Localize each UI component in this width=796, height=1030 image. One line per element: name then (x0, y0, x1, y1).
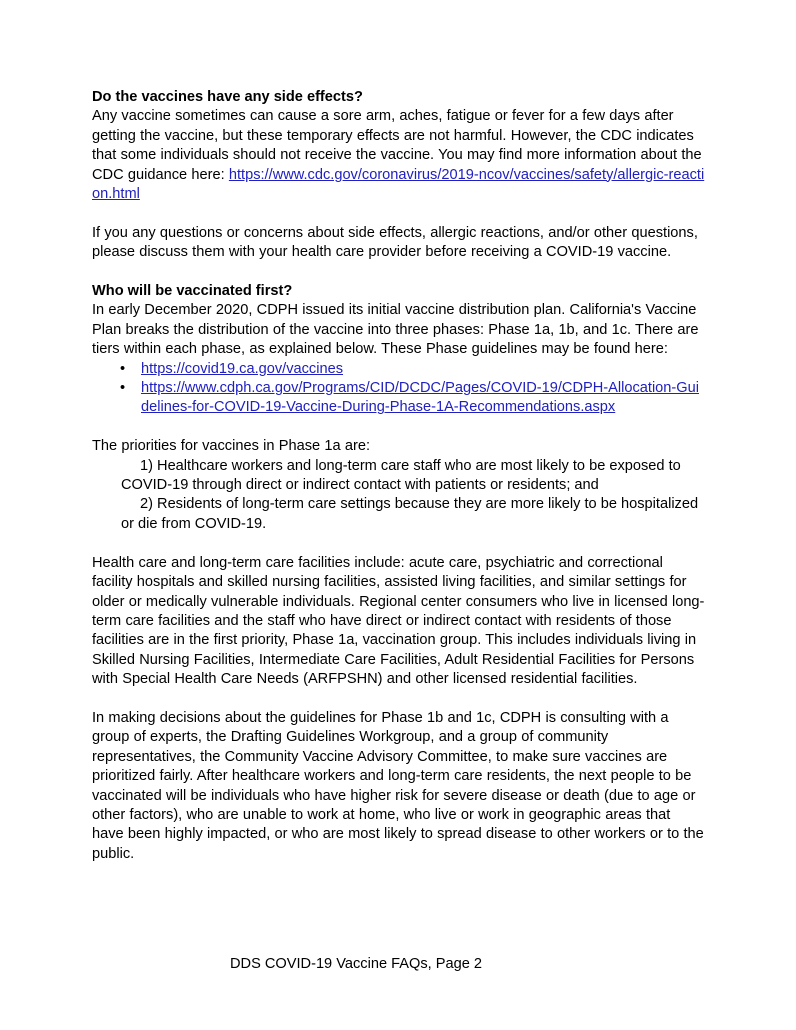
heading-side-effects: Do the vaccines have any side effects? (92, 89, 363, 105)
link-covid19-ca-gov-vaccines[interactable]: https://covid19.ca.gov/vaccines (141, 360, 343, 377)
paragraph-side-effects-text: Any vaccine sometimes can cause a sore arm, aches, fatigue or fever for a few days after getting the vaccine, but these temporary effects are not harmful. However, the CDC indicates that some individuals should not receive the vaccine. You may find more information about the CDC guidance here: (92, 108, 702, 183)
paragraph-cdph-distribution-plan: In early December 2020, CDPH issued its initial vaccine distribution plan. California's Vaccine Plan breaks the distribution of the vaccine into three phases: Phase 1a, 1b, and 1c. There are tiers within each phase, as explained below. These Phase guidelines may be found here: (92, 302, 699, 358)
spacer (92, 418, 706, 437)
list-item-priority-1: 1) Healthcare workers and long-term care staff who are most likely to be exposed to COVID-19 through direct or indirect contact with patients or residents; and (121, 457, 681, 494)
link-cdc-allergic-reaction[interactable]: https://www.cdc.gov/coronavirus/2019-ncov/vaccines/safety/allergic-reaction.html (92, 166, 705, 203)
paragraph-side-effects-description (92, 107, 706, 204)
list-phase-1a-priorities (92, 457, 706, 535)
link-cdph-allocation-guidelines[interactable]: https://www.cdph.ca.gov/Programs/CID/DCDC/Pages/COVID-19/CDPH-Allocation-Guidelines-for-COVID-19-Vaccine-During-Phase-1A-Recommendations.aspx (141, 380, 699, 416)
bullet-icon: • (120, 380, 126, 397)
bullet-icon: • (120, 360, 126, 377)
list-phase-guideline-links (92, 360, 706, 418)
list-item (92, 379, 706, 418)
list-item-priority-2: 2) Residents of long-term care settings because they are more likely to be hospitalized or die from COVID-19. (121, 496, 699, 532)
spacer (92, 534, 706, 553)
paragraph-priorities-intro: The priorities for vaccines in Phase 1a are: (92, 438, 371, 455)
document-body (92, 88, 706, 864)
heading-vaccinated-first: Who will be vaccinated first? (92, 283, 293, 300)
paragraph-facilities-definition: Health care and long-term care facilities include: acute care, psychiatric and correctional facility hospitals and skilled nursing facilities, assisted living facilities, and similar settings for older or medically vulnerable individuals. Regional center consumers who live in licensed long-term care facilities and the staff who have direct or indirect contact with residents of those facilities are in the first priority, Phase 1a, vaccination group. This includes individuals living in Skilled Nursing Facilities, Intermediate Care Facilities, Adult Residential Facilities for Persons with Special Health Care Needs (ARFPSHN) and other licensed residential facilities. (92, 554, 705, 688)
list-item (92, 360, 706, 379)
paragraph-questions-concerns: If you any questions or concerns about side effects, allergic reactions, and/or other questions, please discuss them with your health care provider before receiving a COVID-19 vaccine. (92, 224, 698, 261)
paragraph-phase-1b-1c: In making decisions about the guidelines for Phase 1b and 1c, CDPH is consulting with a group of experts, the Drafting Guidelines Workgroup, and a group of community representatives, the Community Vaccine Advisory Committee, to make sure vaccines are prioritized fairly. After healthcare workers and long-term care residents, the next people to be vaccinated will be individuals who have higher risk for severe disease or death (due to age or other factors), who are unable to work at home, who live or work in geographic areas that have been highly impacted, or who are most likely to spread disease to other workers or to the public. (92, 709, 704, 862)
page-footer: DDS COVID-19 Vaccine FAQs, Page 2 (230, 956, 482, 972)
